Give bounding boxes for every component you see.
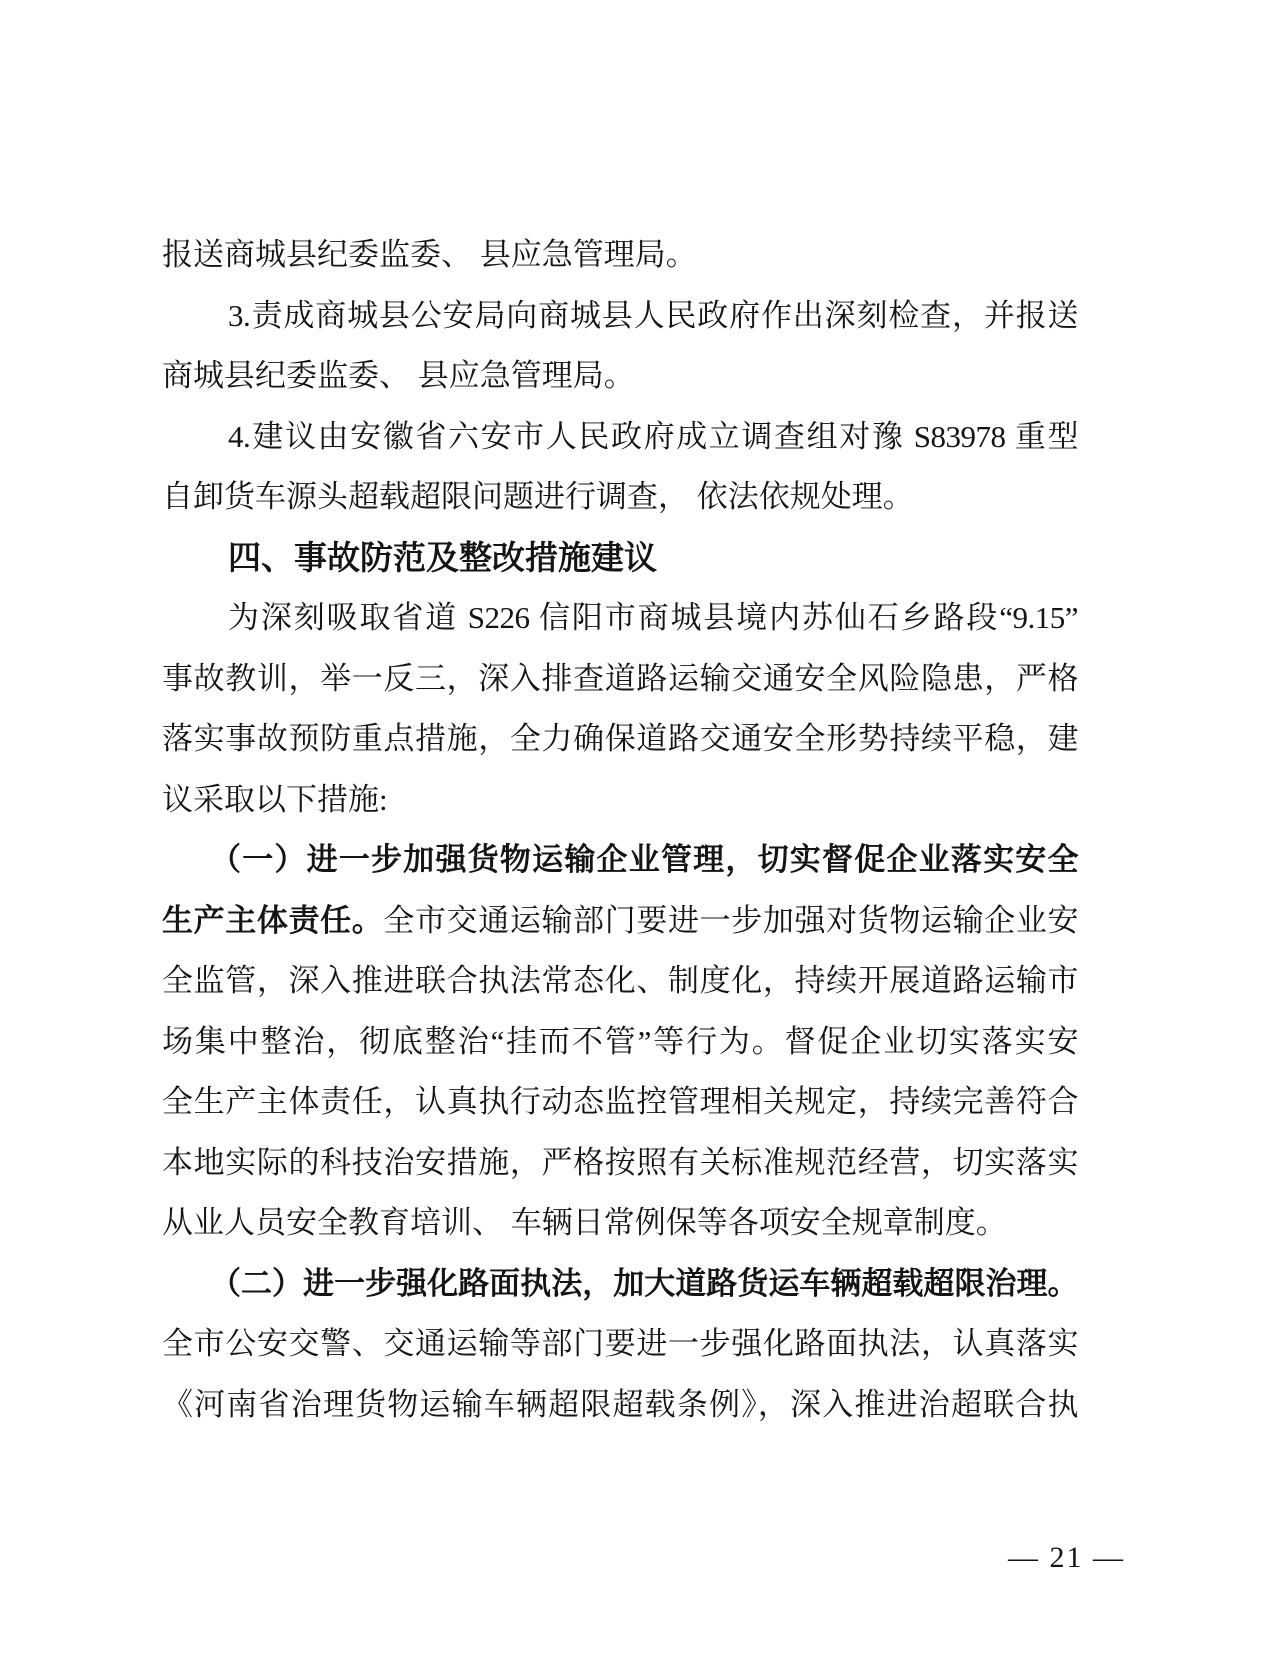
paragraph-line: 落实事故预防重点措施，全力确保道路交通安全形势持续平稳，建 — [162, 721, 1078, 756]
item-4-continuation-line: 自卸货车源头超载超限问题进行调查， 依法依规处理。 — [162, 479, 914, 514]
paragraph-end-line: 从业人员安全教育培训、 车辆日常例保等各项安全规章制度。 — [162, 1205, 1007, 1240]
text-run: 全市交通运输部门要进一步加强对货物运输企业安 — [383, 902, 1078, 938]
paragraph-line: 《河南省治理货物运输车辆超限超载条例》，深入推进治超联合执 — [162, 1386, 1078, 1422]
item-3-continuation-line: 商城县纪委监委、 县应急管理局。 — [162, 358, 635, 393]
paragraph-line: 为深刻吸取省道 S226 信阳市商城县境内苏仙石乡路段“9.15” — [228, 600, 1078, 635]
paragraph-end-line: 议采取以下措施: — [162, 781, 388, 817]
page-number: — 21 — — [1008, 1541, 1125, 1574]
paragraph-line: 事故教训，举一反三，深入排查道路运输交通安全风险隐患，严格 — [162, 660, 1078, 696]
paragraph-continuation-line: 报送商城县纪委监委、 县应急管理局。 — [162, 237, 697, 272]
document-body — [162, 225, 1078, 1435]
paragraph-line: 场集中整治，彻底整治“挂而不管”等行为。督促企业切实落实安 — [162, 1023, 1078, 1059]
paragraph-line — [162, 891, 1078, 952]
item-3-line: 3.责成商城县公安局向商城县人民政府作出深刻检查，并报送 — [228, 297, 1078, 333]
subsection-1-heading-tail: 生产主体责任。 — [162, 902, 384, 938]
subsection-2-heading: （二）进一步强化路面执法，加大道路货运车辆超载超限治理。 — [210, 1265, 1078, 1301]
paragraph-line: 全生产主体责任，认真执行动态监控管理相关规定，持续完善符合 — [162, 1084, 1078, 1119]
paragraph-line: 全监管，深入推进联合执法常态化、制度化，持续开展道路运输市 — [162, 963, 1078, 998]
item-4-line: 4.建议由安徽省六安市人民政府成立调查组对豫 S83978 重型 — [228, 418, 1078, 454]
paragraph-line: 本地实际的科技治安措施，严格按照有关标准规范经营，切实落实 — [162, 1144, 1078, 1180]
section-4-heading: 四、事故防范及整改措施建议 — [228, 538, 657, 576]
subsection-1-heading: （一）进一步加强货物运输企业管理，切实督促企业落实安全 — [210, 842, 1078, 877]
paragraph-line: 全市公安交警、交通运输等部门要进一步强化路面执法，认真落实 — [162, 1326, 1078, 1361]
